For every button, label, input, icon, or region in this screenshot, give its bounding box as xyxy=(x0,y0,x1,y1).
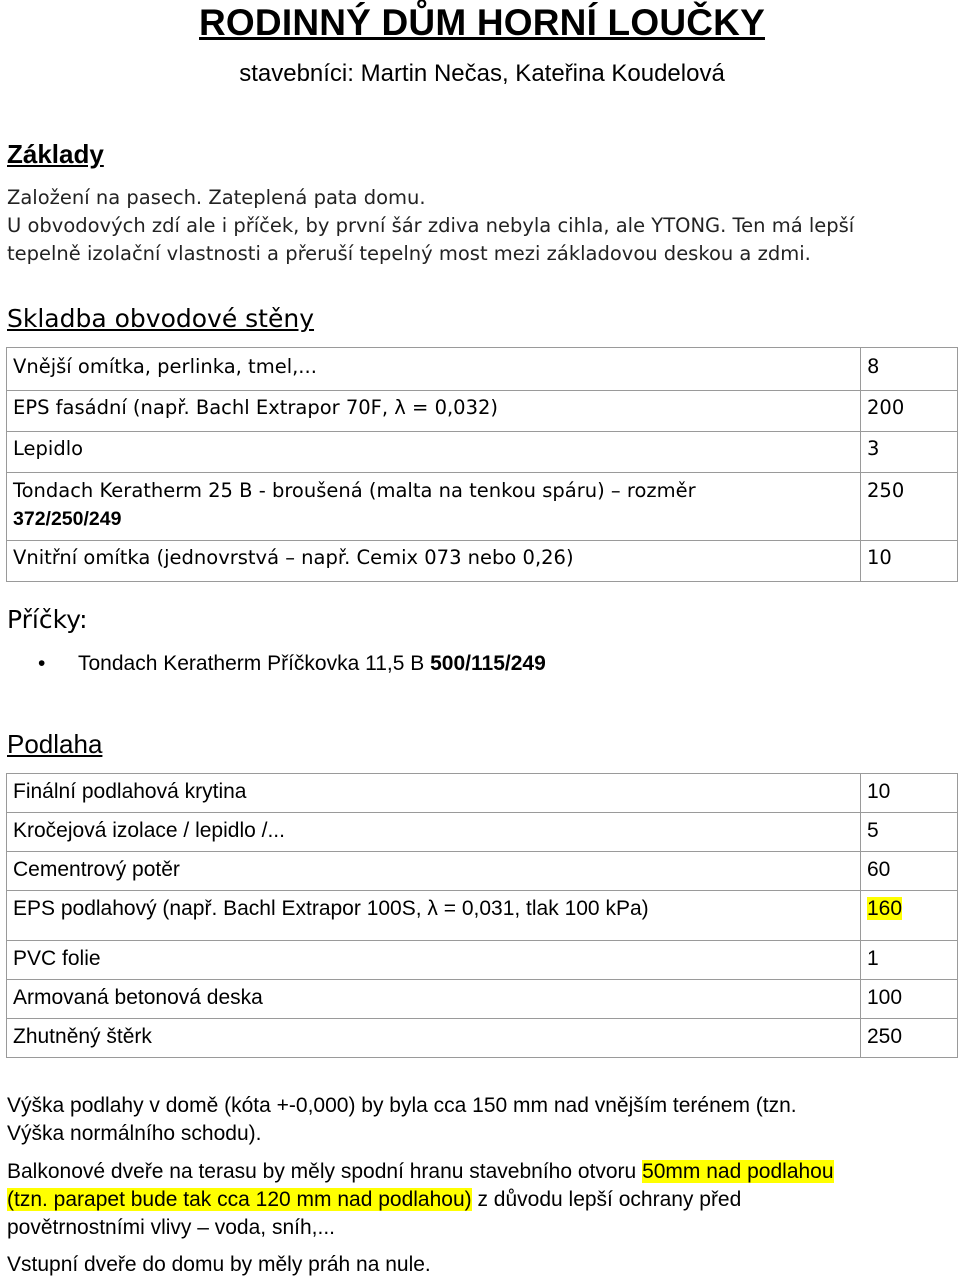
bullet-icon: • xyxy=(38,652,46,675)
layer-thickness-cell xyxy=(861,891,958,941)
table-row xyxy=(7,391,958,432)
layer-name-cell xyxy=(7,473,861,541)
layer-thickness: 8 xyxy=(861,348,958,391)
zaklady-text xyxy=(7,184,957,268)
layer-dimension: 372/250/249 xyxy=(13,508,122,530)
table-row xyxy=(7,348,958,391)
layer-thickness: 200 xyxy=(861,391,958,432)
layer-name: Kročejová izolace / lepidlo /... xyxy=(7,813,861,852)
layer-name: Lepidlo xyxy=(7,432,861,473)
layer-thickness: 3 xyxy=(861,432,958,473)
partition-name: Tondach Keratherm Příčkovka 11,5 B xyxy=(78,652,431,675)
layer-thickness: 250 xyxy=(861,1019,958,1058)
layer-name: Vnější omítka, perlinka, tmel,... xyxy=(7,348,861,391)
table-row xyxy=(7,980,958,1019)
table-row xyxy=(7,432,958,473)
table-row xyxy=(7,473,958,541)
note-line-3: povětrnostními vlivy – voda, sníh,... xyxy=(7,1216,335,1239)
floor-height-note xyxy=(7,1092,957,1148)
table-row xyxy=(7,941,958,980)
layer-thickness: 5 xyxy=(861,813,958,852)
note-line-1 xyxy=(7,1158,957,1186)
note-line-2 xyxy=(7,1186,957,1214)
partition-dimension: 500/115/249 xyxy=(430,652,546,675)
layer-name: Vnitřní omítka (jednovrstvá – např. Cemix 073 nebo 0,26) xyxy=(7,541,861,582)
layer-name: Armovaná betonová deska xyxy=(7,980,861,1019)
highlighted-text: 50mm nad podlahou xyxy=(642,1160,834,1183)
note-line-2: Výška normálního schodu). xyxy=(7,1122,262,1145)
section-heading-zaklady: Základy xyxy=(7,139,104,169)
wall-composition-table xyxy=(6,347,958,582)
section-heading-podlaha: Podlaha xyxy=(7,729,103,759)
layer-thickness: 10 xyxy=(861,774,958,813)
table-row xyxy=(7,852,958,891)
entrance-note: Vstupní dveře do domu by měly práh na nule. xyxy=(7,1253,431,1276)
layer-thickness: 10 xyxy=(861,541,958,582)
section-heading-pricky: Příčky: xyxy=(7,605,88,634)
layer-thickness: 250 xyxy=(861,473,958,541)
table-row xyxy=(7,774,958,813)
note-line-1: Výška podlahy v domě (kóta +-0,000) by byla cca 150 mm nad vnějším terénem (tzn. xyxy=(7,1094,797,1117)
layer-name: Cementrový potěr xyxy=(7,852,861,891)
layer-name: EPS podlahový (např. Bachl Extrapor 100S, λ = 0,031, tlak 100 kPa) xyxy=(7,891,861,941)
layer-thickness: 60 xyxy=(861,852,958,891)
zaklady-line-1: Založení na pasech. Zateplená pata domu. xyxy=(7,186,426,209)
table-row xyxy=(7,541,958,582)
balcony-note xyxy=(7,1158,957,1242)
table-row xyxy=(7,891,958,941)
layer-thickness: 100 xyxy=(861,980,958,1019)
balcony-text: Balkonové dveře na terasu by měly spodní hranu stavebního otvoru xyxy=(7,1160,643,1183)
document-title: RODINNÝ DŮM HORNÍ LOUČKY xyxy=(199,2,765,43)
document-subtitle: stavebníci: Martin Nečas, Kateřina Koudelová xyxy=(239,60,725,87)
table-row xyxy=(7,813,958,852)
layer-name: Finální podlahová krytina xyxy=(7,774,861,813)
layer-name: Tondach Keratherm 25 B - broušená (malta na tenkou spáru) – rozměr xyxy=(13,479,696,502)
zaklady-line-2: U obvodových zdí ale i příček, by první šár zdiva nebyla cihla, ale YTONG. Ten má lepší xyxy=(7,214,855,237)
layer-name: Zhutněný štěrk xyxy=(7,1019,861,1058)
layer-thickness: 1 xyxy=(861,941,958,980)
highlighted-text: (tzn. parapet bude tak cca 120 mm nad podlahou) xyxy=(7,1188,472,1211)
balcony-text: z důvodu lepší ochrany před xyxy=(471,1188,742,1211)
layer-name: EPS fasádní (např. Bachl Extrapor 70F, λ = 0,032) xyxy=(7,391,861,432)
list-item xyxy=(78,650,546,678)
floor-composition-table xyxy=(6,773,958,1058)
table-row xyxy=(7,1019,958,1058)
zaklady-line-3: tepelně izolační vlastnosti a přeruší tepelný most mezi základovou deskou a zdmi. xyxy=(7,242,811,265)
layer-name: PVC folie xyxy=(7,941,861,980)
highlighted-value: 160 xyxy=(867,897,903,920)
section-heading-skladba: Skladba obvodové stěny xyxy=(7,304,315,333)
